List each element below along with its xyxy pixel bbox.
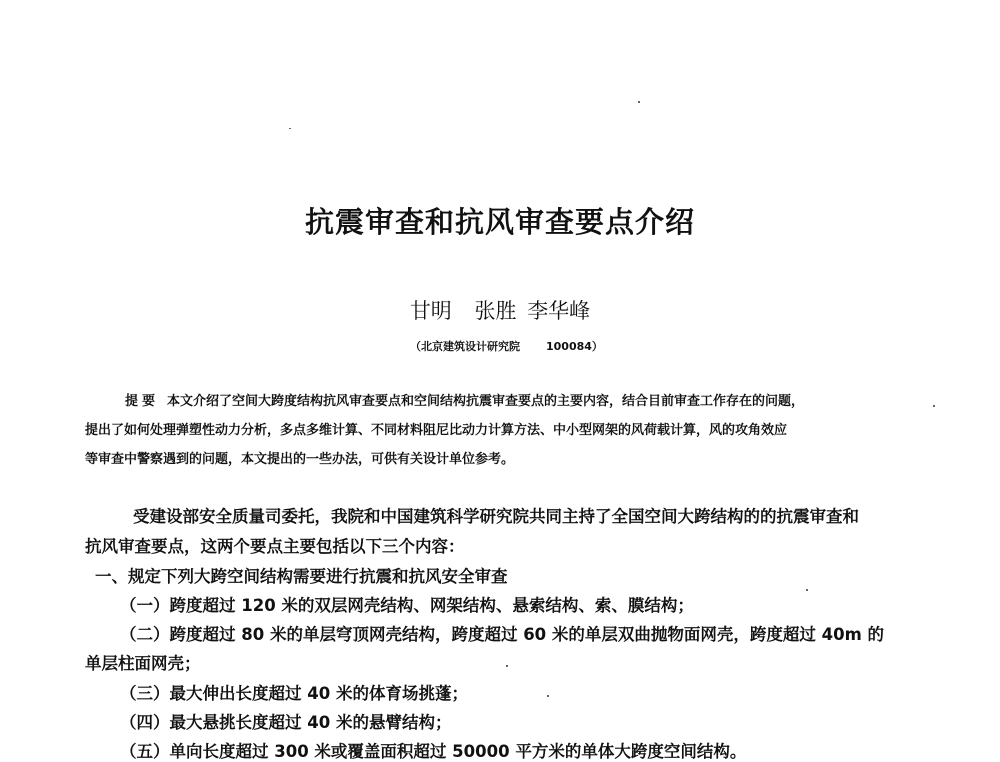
paper-title: 抗震审查和抗风审查要点介绍	[304, 205, 695, 239]
abstract-line: 提出了如何处理弹塑性动力分析，多点多维计算、不同材料阻尼比动力计算方法、中小型网架的风荷载计算，风的攻角效应	[85, 423, 788, 438]
list-item: （一）跨度超过 120 米的双层网壳结构、网架结构、悬索结构、索、膜结构；	[120, 596, 694, 615]
scan-speck	[933, 405, 935, 407]
abstract-line: 等审查中警察遇到的问题，本文提出的一些办法，可供有关设计单位参考。	[85, 452, 515, 467]
author-name: 李华峰	[527, 299, 591, 323]
scan-speck	[806, 589, 808, 591]
scan-speck	[506, 665, 508, 667]
affiliation	[410, 338, 603, 354]
list-item: （二）跨度超过 80 米的单层穹顶网壳结构，跨度超过 60 米的单层双曲抛物面网壳，跨度超过 40m 的	[120, 625, 885, 644]
list-item: （三）最大伸出长度超过 40 米的体育场挑蓬；	[120, 684, 468, 703]
scan-speck	[547, 695, 549, 697]
author-name: 张胜	[474, 299, 517, 323]
body-paragraph-line: 抗风审查要点，这两个要点主要包括以下三个内容：	[85, 537, 465, 556]
author-list	[0, 295, 1000, 325]
abstract-line	[125, 390, 804, 409]
author-name: 甘明	[409, 299, 452, 323]
abstract-label: 提要	[125, 394, 160, 409]
affiliation-org: （北京建筑设计研究院	[410, 340, 520, 353]
list-item: （五）单向长度超过 300 米或覆盖面积超过 50000 平方米的单体大跨度空间结构。	[120, 742, 747, 761]
affiliation-zip: 100084）	[546, 340, 603, 353]
list-item-continuation: 单层柱面网壳；	[85, 654, 201, 673]
scan-speck	[289, 128, 291, 129]
section-heading: 一、规定下列大跨空间结构需要进行抗震和抗风安全审查	[95, 567, 508, 586]
abstract-text: 本文介绍了空间大跨度结构抗风审查要点和空间结构抗震审查要点的主要内容，结合目前审查工作存在的问题，	[167, 394, 805, 409]
list-item: （四）最大悬挑长度超过 40 米的悬臂结构；	[120, 713, 452, 732]
scan-speck	[638, 101, 640, 103]
body-paragraph-line: 受建设部安全质量司委托，我院和中国建筑科学研究院共同主持了全国空间大跨结构的的抗震审查和	[133, 507, 859, 526]
